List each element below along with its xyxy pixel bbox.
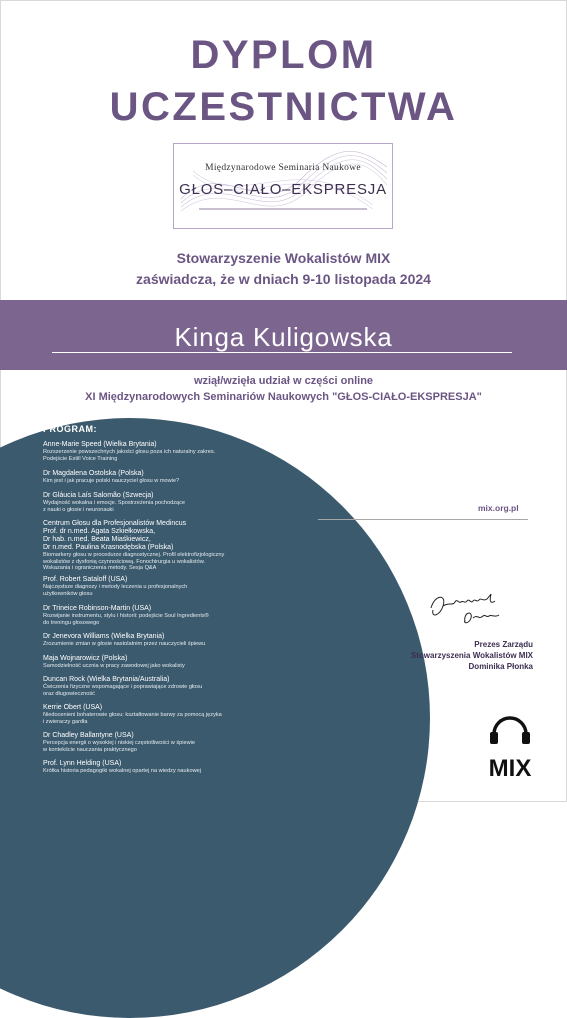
topic-line: Kim jest i jak pracuje polski nauczyciel głosu w mowie?	[43, 478, 180, 484]
signatory-organization: Stowarzyszenia Wokalistów MIX	[410, 651, 533, 660]
topic-line: użytkowników głosu	[43, 590, 93, 597]
issuer-statement: zaświadcza, że w dniach 9-10 listopada 2024	[136, 271, 431, 287]
website-link[interactable]: mix.org.pl	[478, 503, 519, 513]
topic-line: wokalistów z dysfonią czynnościową. Fonochirurgia u wokalistów.	[43, 558, 205, 565]
program-entry	[43, 441, 343, 462]
topic-line: do treningu głosowego	[43, 619, 100, 626]
program-entry	[43, 676, 343, 697]
speaker-line: Prof. dr n.med. Agata Szkiełkowska,	[43, 528, 156, 535]
topic-line: Ćwiczenia fizyczne wspomagające i poprawiające zdrowie głosu	[43, 684, 203, 690]
topic-line: oraz długowieczność	[43, 690, 95, 697]
participation-line2: XI Międzynarodowych Seminariów Naukowych "GŁOS-CIAŁO-EKSPRESJA"	[85, 391, 482, 403]
topic-line: Podejście Estill Voice Training	[43, 455, 118, 462]
topic-line: Rozwijanie instrumentu, stylu i historii: podejście Soul Ingredients®	[43, 613, 209, 619]
signatory-name: Dominika Płonka	[468, 662, 533, 671]
recipient-name: Kinga Kuligowska	[174, 322, 393, 352]
topic-line: Samodzielność ucznia w pracy zawodowej jako wokalisty	[43, 663, 185, 669]
speaker-line: Prof. Lynn Helding (USA)	[43, 760, 122, 767]
topic-line: Biomarkery głosu w procedurze diagnostycznej. Profil elektrofizjologiczny	[43, 552, 225, 558]
diploma-title-line1: DYPLOM	[190, 33, 377, 77]
speaker-line: Prof. Robert Sataloff (USA)	[43, 576, 128, 583]
diploma-title-line2: UCZESTNICTWA	[109, 85, 458, 129]
topic-line: Rozszerzenie powszechnych jakości głosu poza ich naturalny zakres.	[43, 449, 216, 455]
topic-line: Krótka historia pedagogiki wokalnej opartej na wiedzy naukowej	[43, 768, 201, 774]
speaker-line: Dr Trineice Robinson-Martin (USA)	[43, 605, 152, 612]
mix-logo	[482, 712, 538, 780]
program-entry	[43, 655, 343, 670]
speaker-line: Dr Chadley Ballantyne (USA)	[43, 732, 134, 739]
topic-line: z nauki o głosie i neuronauki	[43, 506, 114, 513]
program-entry	[43, 704, 343, 725]
speaker-line: Anne-Marie Speed (Wielka Brytania)	[43, 441, 157, 448]
speaker-line: Maja Wojnarowicz (Polska)	[43, 655, 128, 662]
topic-line: Najczęstsze diagnozy i metody leczenia u profesjonalnych	[43, 584, 188, 590]
mix-logo-text: MIX	[488, 755, 532, 780]
topic-line: Wskazania i ograniczenia metody. Sesja Q&A	[43, 565, 157, 572]
program-entry	[43, 576, 343, 597]
seminar-subtitle: Międzynarodowe Seminaria Naukowe	[205, 163, 361, 173]
topic-line: Niedocenieni bohaterowie głosu: kształtowanie barwy za pomocą języka	[43, 712, 222, 718]
signature-icon	[425, 588, 525, 630]
speaker-line: Dr hab. n.med. Beata Miaśkiewicz,	[43, 536, 151, 543]
program-entry	[43, 520, 343, 572]
recipient-underline	[52, 352, 512, 353]
topic-line: Zrozumienie zmian w głosie nastolatnim przez nauczycieli śpiewu	[43, 641, 206, 647]
signatory-role: Prezes Zarządu	[474, 640, 533, 649]
program-entry	[43, 760, 343, 775]
topic-line: w kontekście nauczania praktycznego	[43, 746, 137, 753]
program-entry	[43, 492, 343, 513]
speaker-line: Dr Jenevora Williams (Wielka Brytania)	[43, 633, 165, 640]
speaker-line: Dr n.med. Paulina Krasnodębska (Polska)	[43, 544, 174, 551]
seminar-logo	[173, 143, 393, 229]
website-divider	[318, 519, 528, 520]
program-entry	[43, 605, 343, 626]
issuer-name: Stowarzyszenie Wokalistów MIX	[176, 250, 391, 266]
seminar-name: GŁOS–CIAŁO–EKSPRESJA	[179, 181, 387, 198]
speaker-line: Dr Magdalena Ostolska (Polska)	[43, 470, 144, 477]
topic-line: Wydajność wokalna i emocje. Spostrzeżenia pochodzące	[43, 500, 186, 506]
speaker-line: Duncan Rock (Wielka Brytania/Australia)	[43, 676, 170, 683]
program-entry	[43, 470, 343, 485]
program-heading: PROGRAM:	[43, 424, 97, 434]
program-entry	[43, 732, 343, 753]
speaker-line: Centrum Głosu dla Profesjonalistów Medincus	[43, 520, 187, 527]
participation-line1: wziął/wzięła udział w części online	[193, 375, 374, 387]
speaker-line: Dr Gláucia Laís Salomão (Szwecja)	[43, 492, 154, 499]
program-entry	[43, 633, 343, 648]
topic-line: i zwieraczy gardła	[43, 718, 88, 725]
topic-line: Percepcja energii o wysokiej i niskiej częstotliwości w śpiewie	[43, 740, 196, 746]
speaker-line: Kerrie Obert (USA)	[43, 704, 103, 711]
